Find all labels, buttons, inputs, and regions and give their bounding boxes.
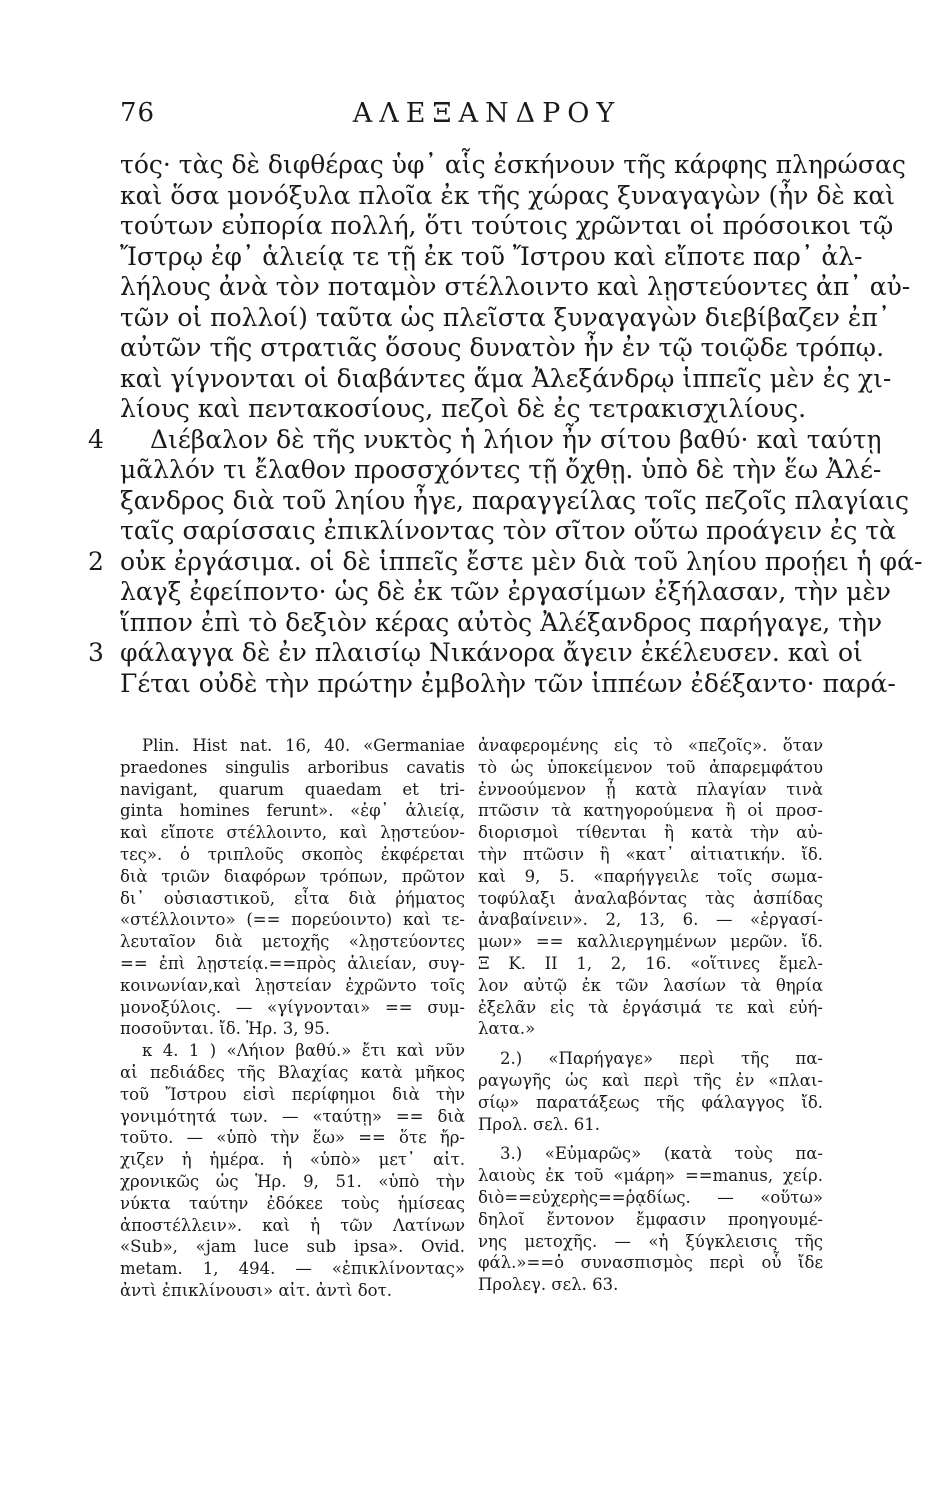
note-text: == ἐπὶ λῃστείᾳ.==πρὸς ἁλιείαν, συγ- [120, 953, 465, 973]
line-text: Γέται οὐδὲ τὴν πρώτην ἐμβολὴν τῶν ἱππέων ἐδέξαντο· παρά- [120, 668, 896, 698]
note-text: σίῳ» παρατάξεως τῆς φάλαγγος ἴδ. [478, 1092, 823, 1112]
note-text: ἀποστέλλειν». καὶ ἡ τῶν Λατίνων [120, 1215, 465, 1235]
note-text: νύκτα ταύτην ἐδόκεε τοὺς ἡμίσεας [120, 1193, 465, 1213]
note-line [478, 1048, 823, 1070]
main-text-block [88, 150, 923, 699]
line-text: λήλους ἀνὰ τὸν ποταμὸν στέλλοιντο καὶ λῃστεύοντες ἀπ᾽ αὐ- [120, 272, 911, 301]
note-text: ποσοῦνται. ἴδ. Ἡρ. 3, 95. [120, 1019, 330, 1039]
section-number: 3 [88, 638, 104, 667]
note-text: Ξ Κ. ΙΙ 1, 2, 16. «οἵτινες ἔμελ- [478, 953, 823, 973]
note-text: τες». ὁ τριπλοῦς σκοπὸς ἐκφέρεται [120, 844, 465, 864]
text-line [120, 577, 891, 608]
note-line [120, 1171, 465, 1193]
note-line [120, 931, 465, 953]
note-text: Προλ. σελ. 61. [478, 1114, 600, 1134]
text-line [120, 333, 885, 364]
line-text: καὶ ὅσα μονόξυλα πλοῖα ἐκ τῆς χώρας ξυναγαγὼν (ἦν δὲ καὶ [120, 180, 896, 210]
note-text: λευταῖον διὰ μετοχῆς «λῃστεύοντες [120, 932, 465, 952]
note-line [120, 975, 465, 997]
note-line [478, 1070, 823, 1092]
notes-right-column [478, 735, 823, 1296]
note-line [120, 1127, 465, 1149]
note-line [120, 909, 465, 931]
note-line [120, 1018, 465, 1040]
note-text: καὶ εἴποτε στέλλοιντο, καὶ λῃστεύον- [120, 823, 465, 843]
note-text: praedones singulis arboribus cavatis [120, 757, 465, 777]
note-line [478, 1114, 823, 1136]
notes-left-column [120, 735, 465, 1302]
note-text: δηλοῖ ἔντονον ἔμφασιν προηγουμέ- [478, 1209, 823, 1229]
text-line [120, 180, 896, 212]
text-line [120, 516, 897, 547]
note-text: διορισμοὶ τίθενται ἢ κατὰ τὴν αὐ- [478, 823, 823, 843]
note-line [120, 1280, 465, 1302]
note-text: ἀναφερομένης εἰς τὸ «πεζοῖς». ὅταν [478, 736, 823, 755]
note-text: δι᾽ οὐσιαστικοῦ, εἶτα διὰ ῥήματος [120, 888, 465, 908]
note-text: κοινωνίαν,καὶ λῃστείαν ἐχρῶντο τοῖς [120, 975, 465, 995]
note-line [120, 844, 465, 866]
text-line [120, 668, 896, 700]
note-line [120, 866, 465, 888]
note-line [120, 953, 465, 975]
text-line [88, 424, 882, 456]
page-number: 76 [120, 98, 156, 128]
note-line [478, 888, 823, 910]
line-text: λίους καὶ πεντακοσίους, πεζοὶ δὲ ἐς τετρακισχιλίους. [120, 394, 807, 423]
note-line [478, 844, 823, 866]
note-text: ἐξελᾶν εἰς τὰ ἐργάσιμά τε καὶ εὐή- [478, 997, 823, 1017]
note-text: navigant, quarum quaedam et tri- [120, 779, 465, 799]
text-line [120, 363, 892, 395]
note-line [120, 1258, 465, 1280]
note-text: μονοξύλοις. — «γίγνονται» == συμ- [120, 997, 465, 1017]
note-text: τὴν πτῶσιν ἢ «κατ᾽ αἰτιατικήν. ἴδ. [478, 844, 823, 864]
note-text: νης μετοχῆς. — «ἡ ξύγκλεισις τῆς [478, 1231, 823, 1251]
note-text: 3.) «Εὐμαρῶς» (κατὰ τοὺς πα- [500, 1144, 823, 1164]
note-text: τοῦ Ἴστρου εἰσὶ περίφημοι διὰ τὴν [120, 1084, 465, 1104]
text-line [88, 546, 923, 578]
note-text: τὸ ὡς ὑποκείμενον τοῦ ἀπαρεμφάτου [478, 757, 823, 777]
line-text: μᾶλλόν τι ἔλαθον προσσχόντες τῇ ὄχθῃ. ὑπὸ δὲ τὴν ἕω Ἀλέ- [120, 455, 882, 484]
note-line [120, 800, 465, 822]
note-line [478, 1143, 823, 1165]
text-line [120, 455, 882, 486]
note-line [120, 1106, 465, 1128]
running-title: ΑΛΕΞΑΝΔΡΟΥ [352, 98, 622, 129]
page-header [120, 98, 854, 138]
note-text: metam. 1, 494. — «ἐπικλίνοντας» [120, 1259, 465, 1279]
note-text: «στέλλοιντο» (== πορεύοιντο) καὶ τε- [120, 910, 465, 930]
line-text: Διέβαλον δὲ τῆς νυκτὸς ἡ λήιον ἦν σίτου βαθύ· καὶ ταύτῃ [150, 424, 882, 454]
note-text: λαιοὺς ἐκ τοῦ «μάρη» ==manus, χείρ. [478, 1166, 823, 1186]
text-line [120, 241, 863, 273]
text-line [120, 211, 894, 242]
note-line [120, 1149, 465, 1171]
text-line [120, 272, 911, 303]
note-line [478, 757, 823, 779]
line-text: λαγξ ἐφείποντο· ὡς δὲ ἐκ τῶν ἐργασίμων ἐξήλασαν, τὴν μὲν [120, 577, 891, 606]
note-line [478, 1092, 823, 1114]
note-line [478, 931, 823, 953]
section-number: 2 [88, 546, 104, 576]
note-text: αἱ πεδιάδες τῆς Βλαχίας κατὰ μῆκος [120, 1062, 465, 1082]
note-line [120, 757, 465, 779]
note-line [120, 1084, 465, 1106]
note-line [478, 909, 823, 931]
note-line [478, 1231, 823, 1253]
note-line [120, 1193, 465, 1215]
note-line [120, 735, 465, 757]
note-line [478, 779, 823, 801]
note-text: χρονικῶς ὡς Ἡρ. 9, 51. «ὑπὸ τὴν [120, 1171, 465, 1191]
note-text: ραγωγῆς ὡς καὶ περὶ τῆς ἐν «πλαι- [478, 1070, 823, 1090]
note-text: 2.) «Παρήγαγε» περὶ τῆς πα- [500, 1049, 823, 1069]
note-line [478, 1165, 823, 1187]
note-text: τοφύλαξι ἀναλαβόντας τὰς ἀσπίδας [478, 888, 823, 908]
text-line [120, 394, 820, 425]
note-line [478, 953, 823, 975]
note-text: ἀντὶ ἐπικλίνουσι» αἰτ. ἀντὶ δοτ. [120, 1280, 392, 1300]
note-line [120, 888, 465, 910]
note-text: γονιμότητά των. — «ταύτῃ» == διὰ [120, 1106, 465, 1126]
note-text: διὸ==εὐχερὴς==ῥᾳδίως. — «οὕτω» [478, 1187, 823, 1207]
line-text: ξανδρος διὰ τοῦ ληίου ἦγε, παραγγείλας τοῖς πεζοῖς πλαγίαις [120, 485, 910, 515]
note-line [478, 1274, 823, 1296]
note-text: φάλ.»==ὁ συνασπισμὸς περὶ οὗ ἴδε [478, 1253, 823, 1273]
note-text: χιζεν ἡ ἡμέρα. ἡ «ὑπὸ» μετ᾽ αἰτ. [120, 1150, 465, 1170]
note-text: Plin. Hist nat. 16, 40. «Germaniae [142, 736, 465, 755]
note-text: ginta homines ferunt». «ἐφ᾽ ἁλιείᾳ, [120, 801, 465, 821]
line-text: καὶ γίγνονται οἱ διαβάντες ἅμα Ἀλεξάνδρῳ ἱππεῖς μὲν ἐς χι- [120, 363, 892, 393]
note-text: καὶ 9, 5. «παρήγγειλε τοῖς σωμα- [478, 866, 823, 886]
line-text: αὐτῶν τῆς στρατιᾶς ὅσους δυνατὸν ἦν ἐν τῷ τοιῷδε τρόπῳ. [120, 333, 885, 362]
line-text: οὐκ ἐργάσιμα. οἱ δὲ ἱππεῖς ἔστε μὲν διὰ τοῦ ληίου προῄει ἡ φά- [120, 546, 923, 576]
note-text: ἀναβαίνειν». 2, 13, 6. — «ἐργασί- [478, 910, 823, 930]
note-text: μων» == καλλιεργημένων μερῶν. ἴδ. [478, 932, 823, 952]
note-text: διὰ τριῶν διαφόρων τρόπων, πρῶτον [120, 866, 465, 886]
text-line [120, 607, 883, 639]
text-line [120, 302, 891, 334]
note-text: Προλεγ. σελ. 63. [478, 1275, 619, 1295]
note-text: «Sub», «jam luce sub ipsa». Ovid. [120, 1237, 465, 1257]
note-text: κ 4. 1 ) «Λήιον βαθύ.» ἔτι καὶ νῦν [142, 1041, 465, 1061]
section-number: 4 [88, 424, 104, 454]
note-text: λον αὐτῷ ἐκ τῶν λασίων τὰ θηρία [478, 975, 823, 995]
note-text: πτῶσιν τὰ κατηγορούμενα ἢ οἱ προσ- [478, 801, 823, 821]
note-line [120, 1040, 465, 1062]
line-text: ταῖς σαρίσσαις ἐπικλίνοντας τὸν σῖτον οὕτω προάγειν ἐς τὰ [120, 516, 897, 545]
note-line [120, 1236, 465, 1258]
note-line [120, 1215, 465, 1237]
note-line [478, 1209, 823, 1231]
note-line [478, 735, 823, 757]
line-text: τῶν οἱ πολλοί) ταῦτα ὡς πλεῖστα ξυναγαγὼν διεβίβαζεν ἐπ᾽ [120, 302, 891, 332]
note-text: λατα.» [478, 1019, 536, 1039]
line-text: Ἴστρῳ ἐφ᾽ ἁλιείᾳ τε τῇ ἐκ τοῦ Ἴστρου καὶ εἴποτε παρ᾽ ἀλ- [120, 241, 863, 271]
note-line [478, 997, 823, 1019]
note-line [478, 800, 823, 822]
line-text: τούτων εὐπορία πολλή, ὅτι τούτοις χρῶνται οἱ πρόσοικοι τῷ [120, 211, 894, 240]
line-text: τός· τὰς δὲ διφθέρας ὑφ᾽ αἷς ἐσκήνουν τῆς κάρφης πληρώσας [120, 150, 906, 179]
text-line [88, 638, 863, 669]
note-line [478, 1187, 823, 1209]
note-line [478, 822, 823, 844]
note-line [120, 997, 465, 1019]
note-line [120, 1062, 465, 1084]
line-text: ἵππον ἐπὶ τὸ δεξιὸν κέρας αὐτὸς Ἀλέξανδρος παρήγαγε, τὴν [120, 607, 883, 637]
text-line [120, 485, 910, 517]
note-line [478, 866, 823, 888]
note-line [120, 822, 465, 844]
text-line [120, 150, 906, 181]
note-text: τοῦτο. — «ὑπὸ τὴν ἕω» == ὅτε ἤρ- [120, 1128, 465, 1148]
line-text: φάλαγγα δὲ ἐν πλαισίῳ Νικάνορα ἄγειν ἐκέλευσεν. καὶ οἱ [120, 638, 863, 667]
note-line [478, 1018, 823, 1040]
note-line [478, 975, 823, 997]
note-line [478, 1252, 823, 1274]
note-line [120, 779, 465, 801]
note-text: ἐννοούμενον ᾖ κατὰ πλαγίαν τινὰ [478, 779, 823, 799]
